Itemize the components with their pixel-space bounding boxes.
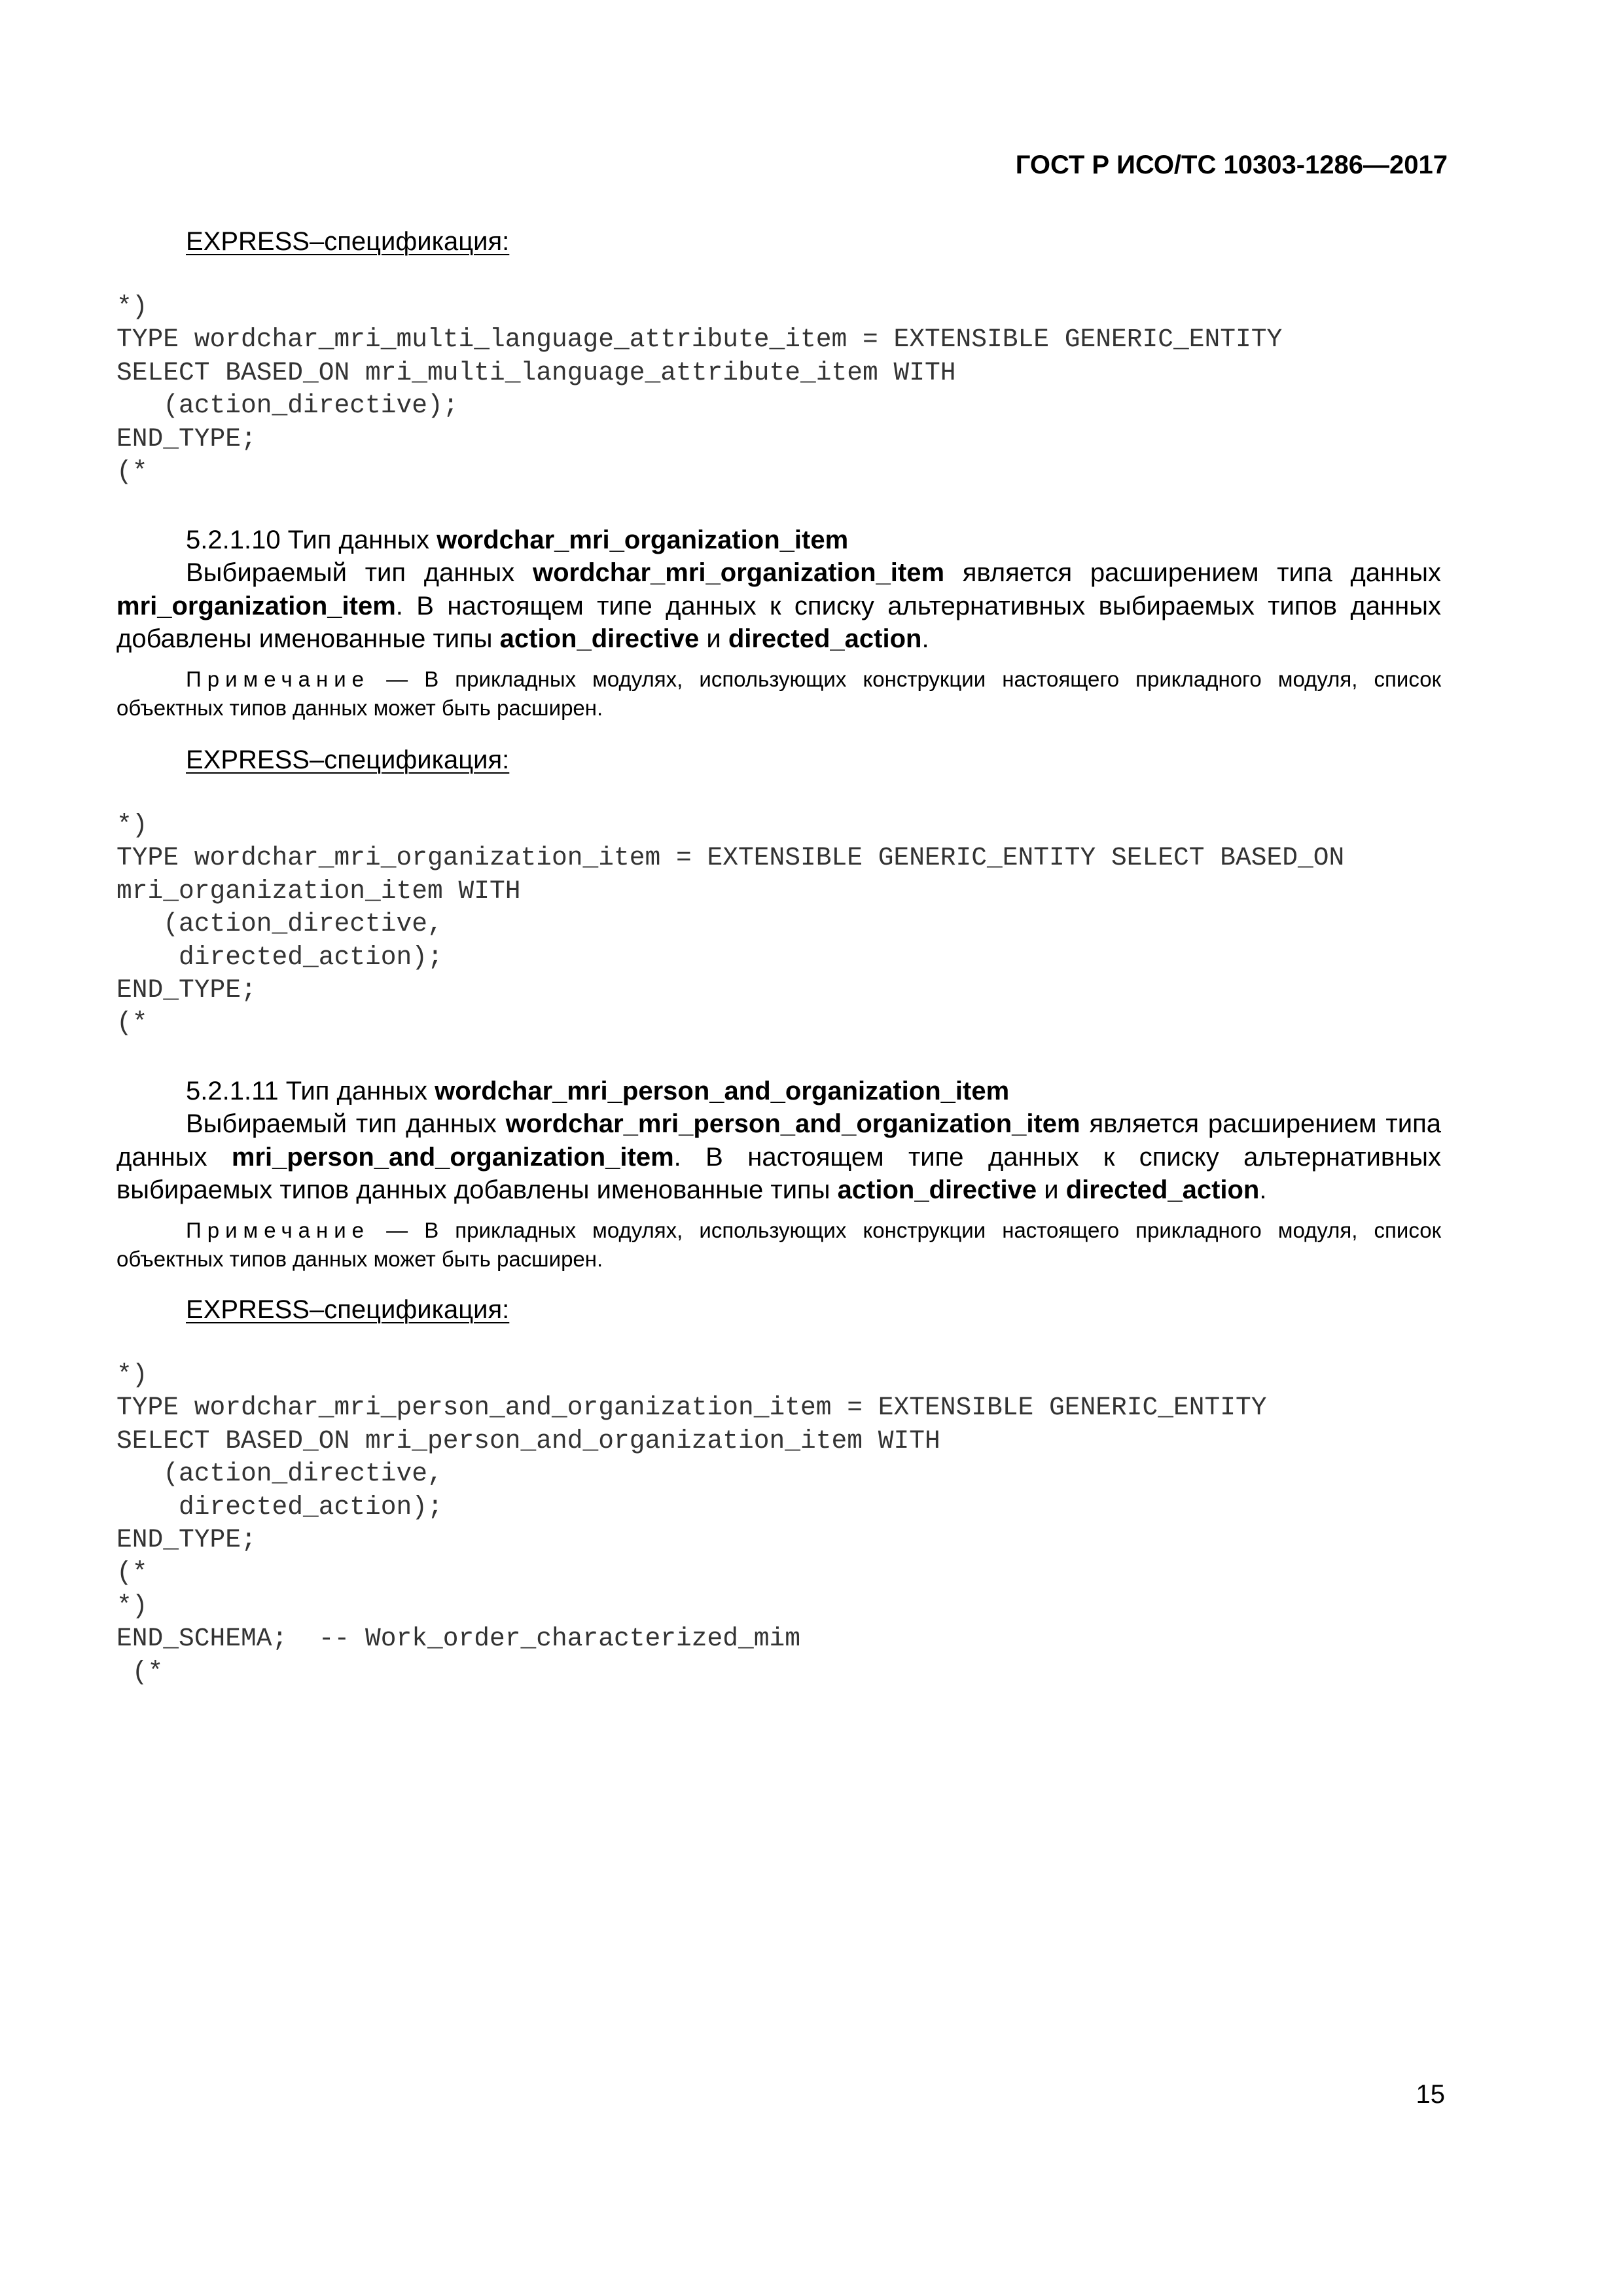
page-number: 15	[1416, 2080, 1445, 2109]
express-spec-block-1	[116, 225, 1441, 488]
express-spec-block-2	[116, 744, 1441, 1040]
section-5-2-1-11	[116, 1075, 1441, 1274]
section-5-2-1-10	[116, 524, 1441, 723]
section-note: Примечание — В прикладных модулях, использующих конструкции настоящего прикладного модуля, список объектных типов данных может быть расширен.	[116, 1217, 1441, 1271]
section-heading: 5.2.1.11 Тип данных wordchar_mri_person_and_organization_item	[186, 1077, 1010, 1105]
express-code-2: *) TYPE wordchar_mri_organization_item = EXTENSIBLE GENERIC_ENTITY SELECT BASED_ON mri_organization_item WITH (action_directive, directed_action); END_TYPE; (*	[116, 810, 1345, 1038]
express-spec-label: EXPRESS–спецификация:	[186, 1295, 510, 1324]
express-code-3: *) TYPE wordchar_mri_person_and_organization_item = EXTENSIBLE GENERIC_ENTITY SELECT BASED_ON mri_person_and_organization_item WITH (action_directive, directed_action); END_TYPE; (* *) END_SCHEMA; -- Work_order_characterized_mim (*	[116, 1360, 1267, 1687]
express-spec-label: EXPRESS–спецификация:	[186, 227, 510, 256]
express-spec-block-3	[116, 1293, 1441, 1689]
express-spec-label: EXPRESS–спецификация:	[186, 745, 510, 774]
section-paragraph: Выбираемый тип данных wordchar_mri_person_and_organization_item является расширением типа данных mri_person_and_organization_item. В настоящем типе данных к списку альтернативных выбираемых типов данных добавлены именованные типы action_directive и directed_action.	[116, 1109, 1441, 1204]
section-heading: 5.2.1.10 Тип данных wordchar_mri_organization_item	[186, 526, 849, 554]
section-note: Примечание — В прикладных модулях, использующих конструкции настоящего прикладного модуля, список объектных типов данных может быть расширен.	[116, 666, 1441, 720]
document-header: ГОСТ Р ИСО/ТС 10303-1286—2017	[1015, 151, 1448, 179]
express-code-1: *) TYPE wordchar_mri_multi_language_attribute_item = EXTENSIBLE GENERIC_ENTITY SELECT BASED_ON mri_multi_language_attribute_item WITH (action_directive); END_TYPE; (*	[116, 292, 1283, 487]
section-paragraph: Выбираемый тип данных wordchar_mri_organization_item является расширением типа данных mri_organization_item. В настоящем типе данных к списку альтернативных выбираемых типов данных добавлены именованные типы action_directive и directed_action.	[116, 558, 1441, 653]
